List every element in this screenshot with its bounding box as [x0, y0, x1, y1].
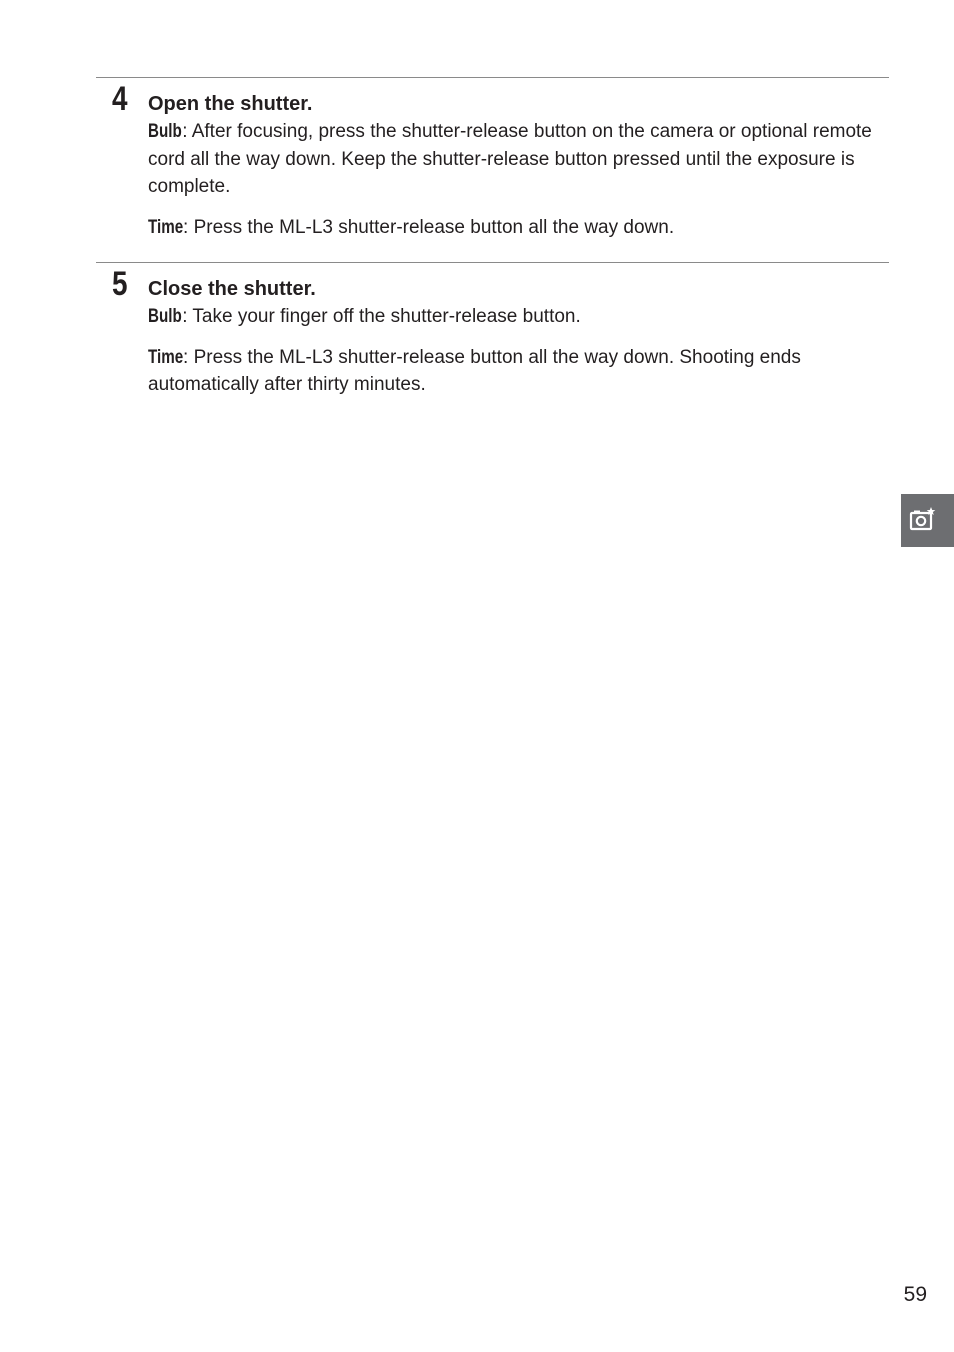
- time-instruction: [148, 344, 888, 399]
- step-5: [96, 262, 889, 395]
- step-number: 5: [112, 265, 127, 303]
- mode-label-time: Time: [148, 216, 184, 238]
- step-body: [148, 275, 888, 399]
- step-title: Open the shutter.: [148, 93, 313, 115]
- step-body: [148, 90, 888, 241]
- bulb-instruction: [148, 118, 888, 201]
- instruction-text: : Take your finger off the shutter-release button.: [182, 306, 581, 327]
- page-number: 59: [903, 1283, 927, 1306]
- instruction-text: : Press the ML-L3 shutter-release button all the way down.: [183, 216, 675, 238]
- instruction-text: : After focusing, press the shutter-release button on the camera or optional remote cord all the way down. Keep the shutter-release button pressed until the exposure is complete.: [148, 121, 872, 197]
- instruction-text: : Press the ML-L3 shutter-release button all the way down. Shooting ends automatically after thirty minutes.: [148, 346, 801, 395]
- mode-label-bulb: Bulb: [148, 121, 182, 142]
- mode-label-time: Time: [148, 346, 184, 368]
- step-title: Close the shutter.: [148, 278, 316, 300]
- step-number: 4: [112, 80, 127, 118]
- step-4: [96, 77, 889, 238]
- bulb-instruction: [148, 303, 888, 331]
- section-tab-shooting-menu[interactable]: [901, 494, 954, 547]
- shooting-menu-camera-icon: [909, 506, 937, 534]
- mode-label-bulb: Bulb: [148, 306, 182, 327]
- time-instruction: [148, 214, 888, 242]
